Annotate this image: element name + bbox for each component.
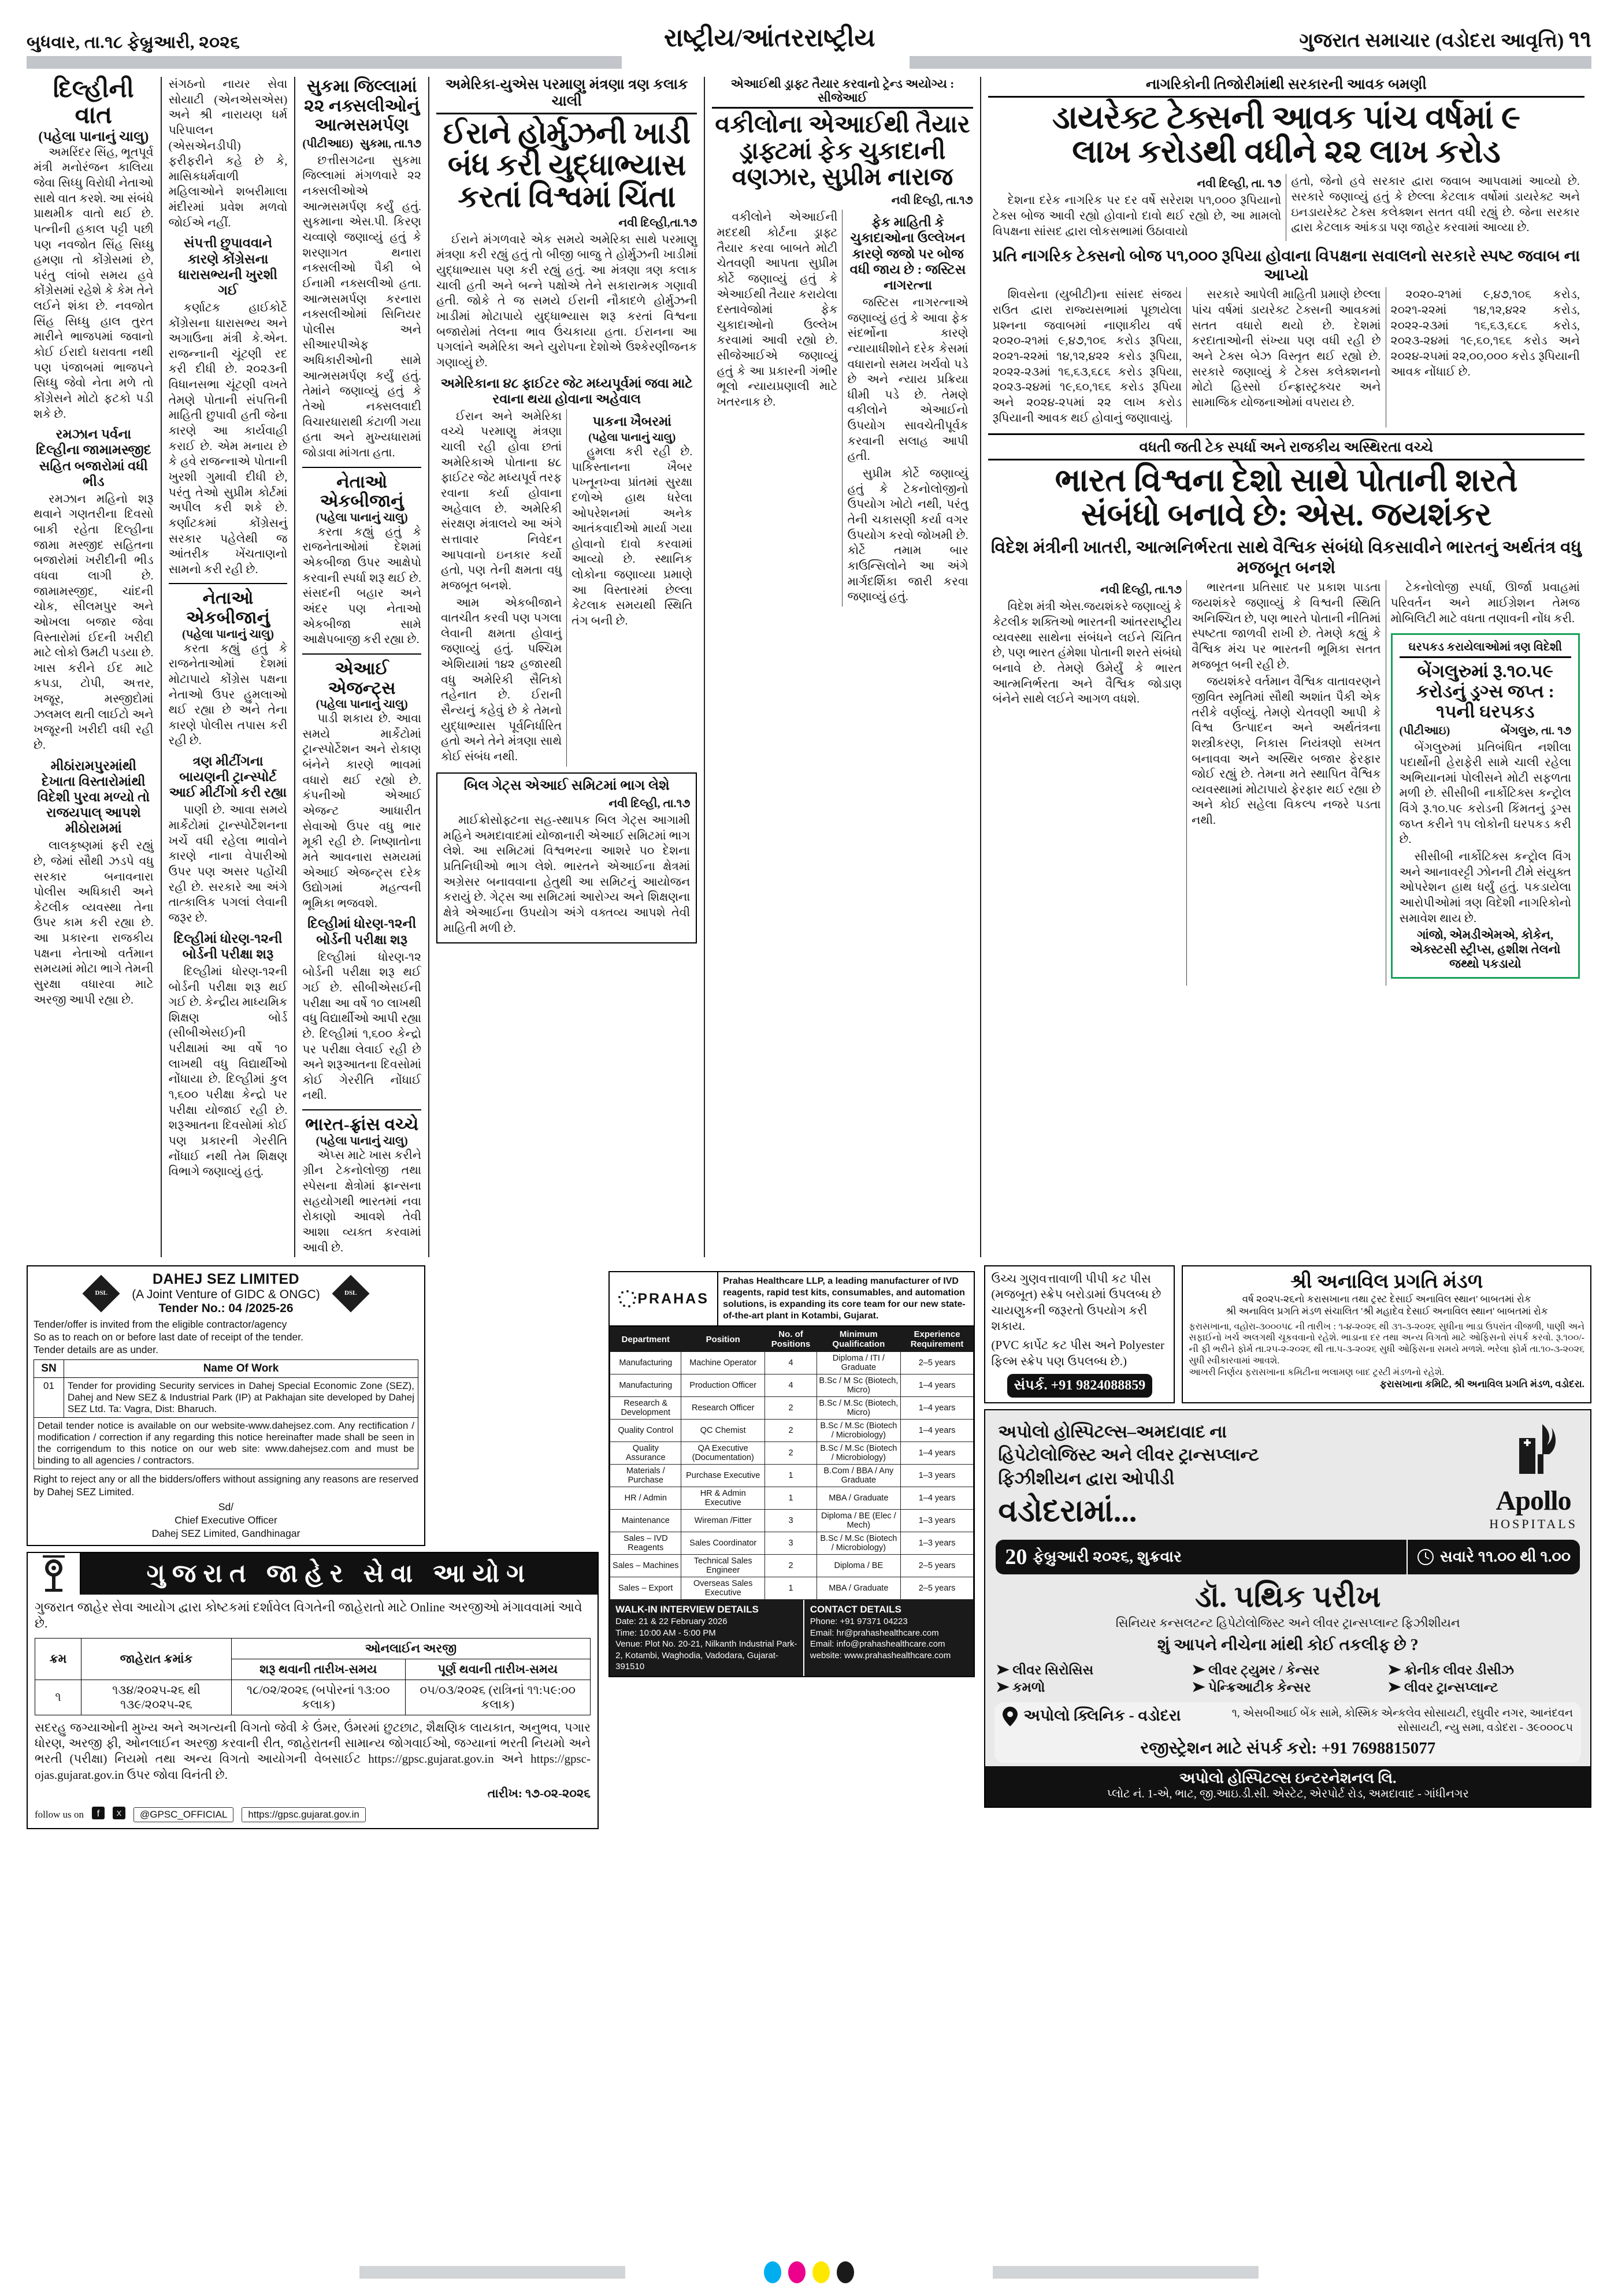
clock-icon [1417,1548,1434,1566]
col3-headline-ai-agents-sub: (પહેલા પાનાનું ચાલુ) [316,698,408,711]
cell: Materials / Purchase [610,1465,681,1487]
table-row [610,1352,974,1374]
iran-subhead-1: અમેરિકાના ૪૮ ફાઈટર જેટ મધ્યપૂર્વમાં જવા માટે રવાના થયા હોવાના અહેવાલ [440,376,693,406]
gpsc-r1-sr: ૧ [35,1680,81,1715]
cell: 1–4 years [900,1442,974,1465]
ads-row [27,1265,1591,1829]
apollo-city: વડોદરામાં... [998,1493,1137,1529]
table-row [610,1510,974,1532]
page-number: ૧૧ [1568,26,1591,52]
dahej-logo-label-right: DSL [344,1289,357,1296]
gpsc-handle[interactable]: @GPSC_OFFICIAL [133,1807,233,1822]
table-row [610,1420,974,1442]
jaishankar-headline-line2: સંબંધો બનાવે છે: એસ. જયશંકર [1081,497,1491,533]
cell: 2–5 years [900,1555,974,1577]
masthead-bar-left [27,56,622,69]
prahas-contact-email-2[interactable]: Email: info@prahashealthcare.com [810,1639,945,1649]
cell: 1 [765,1577,817,1600]
cell: 2–5 years [900,1352,974,1374]
col1-sub-headline-1: રમઝાન પર્વના દિલ્હીના જામામસ્જીદ સહિત બજારોમાં વધી ભીડ [36,427,151,489]
dahej-note: Detail tender notice is available on our website-www.dahejsez.com. Any rectification / modification / correction if any regarding this notice hereinafter made shall be seen in the corrigendum to this notice on our web site: www.dahejsez.com and must be binding to all agencies / contractors. [34,1418,418,1469]
cell: 1–4 years [900,1374,974,1397]
apollo-line-1: અપોલો હોસ્પિટલ્સ–અમદાવાદ ના [998,1422,1227,1441]
prahas-header-row [610,1327,974,1352]
col3-headline-india-france-sub: (પહેલા પાનાનું ચાલુ) [316,1134,408,1147]
iran-para-2: ઈરાન અને અમેરિકા વચ્ચે પરમાણુ મંત્રણા ચાલી રહી હોવા છતાં અમેરિકાએ પોતાના ૪૮ ફાઈટર જેટ મધ્યપૂર્વ તરફ રવાના કર્યા હોવાના અહેવાલ છે. અમેરિકી સંરક્ષણ મંત્રાલયે આ અંગે સત્તાવાર નિવેદન આપવાનો ઇનકાર કર્યો હતો, પણ તેની ક્ષમતા વધુ મજબૂત બનશે. [441,410,562,592]
bangalore-headline: બેંગલુરુમાં રૂ.૧૦.૫૯ કરોડનું ડ્રગ્સ જપ્ત : ૧૫ની ઘરપકડ [1416,661,1554,722]
col3-para-5: એપ્સ માટે ખાસ કરીને ગ્રીન ટેકનોલોજી તથા સ્પેસના ક્ષેત્રોમાં ફ્રાન્સના સહયોગથી ભારતમાં નવા રોકાણો આવશે તેવી આશા વ્યક્ત કરવામાં આવી છે. [302,1149,422,1254]
tax-headline-line1: ડાયરેક્ટ ટેક્સની આવક પાંચ વર્ષમાં ૯ [1052,99,1520,136]
masthead-date: બુધવાર, તા.૧૮ ફેબ્રુઆરી, ૨૦૨૬ [27,33,240,52]
bangalore-drugs-box [1391,633,1580,979]
column-3 [294,77,428,1257]
cell: 2–5 years [900,1577,974,1600]
cell: HR & Admin Executive [681,1487,765,1510]
dahej-company-name: DAHEJ SEZ LIMITED [152,1271,300,1288]
reg-dot-yellow [812,2261,830,2283]
cji-para-1: વકીલોને એઆઈની મદદથી કોર્ટના ડ્રાફ્ટ તૈયાર કરવા બાબતે મોટી ચેતવણી આપતા સુપ્રીમ કોર્ટે જણાવ્યું હતું કે એઆઈથી તૈયાર કરાયેલા દસ્તાવેજોમાં ફેક ચુકાદાઓનો ઉલ્લેખ કરવામાં આવી રહ્યો છે. સીજેઆઈએ જણાવ્યું હતું કે આ પ્રકારની ગંભીર ભૂલો ન્યાયપ્રણાલી માટે ખતરનાક છે. [717,211,838,409]
ads-middle-stack [608,1265,975,1829]
column-right-block [980,77,1591,1257]
tax-headline-line2: લાખ કરોડથી વધીને ૨૨ લાખ કરોડ [1072,134,1501,170]
apollo-footer [985,1766,1590,1807]
cell: B.Sc / M Sc (Biotech, Micro) [817,1374,901,1397]
cmyk-dots-center [764,2261,854,2283]
col3-para-4: દિલ્હીમાં ધોરણ-૧૨ બોર્ડની પરીક્ષા શરૂ થઈ ગઈ છે. સીબીએસઈની પરીક્ષા આ વર્ષે ૧૦ લાખથી વધુ વિદ્યાર્થીઓ આપી રહ્યા છે. દિલ્હીમાં ૧,૬૦૦ કેન્દ્રો પર પરીક્ષા લેવાઈ રહી છે અને શરૂઆતના દિવસોમાં કોઈ ગેરરીતિ નોંધાઈ નથી. [302,950,422,1102]
registration-marks [0,2261,1618,2283]
masthead-paper-title [1299,25,1591,53]
table-row [35,1680,591,1715]
col3-para-2: કરતા કહ્યું હતું કે રાજનેતાઓમાં દેશમાં એકબીજા ઉપર આક્ષેપો કરવાની સ્પર્ધા શરૂ થઈ છે. સંસદની બહાર અને અંદર પણ નેતાઓ એકબીજા સામે આક્ષેપબાજી કરી રહ્યા છે. [302,525,422,647]
dahej-th-sn: SN [34,1360,64,1378]
gpsc-th-sr: ક્રમ [35,1638,81,1680]
cell: Technical Sales Engineer [681,1555,765,1577]
cell: Quality Control [610,1420,681,1442]
iran-para-4: હુમલા કરી રહી છે. પાકિસ્તાનના ખૈબર પખ્તૂનખ્વા પ્રાંતમાં સુરક્ષા દળોએ હાથ ધરેલા ઓપરેશનમાં અનેક આતંકવાદીઓ માર્યા ગયા હોવાનો દાવો કરવામાં આવ્યો છે. સ્થાનિક લોકોના જણાવ્યા પ્રમાણે આ વિસ્તારમાં છેલ્લા કેટલાક સમયથી સ્થિતિ તંગ બની છે. [572,445,693,628]
col2-sub-headline-1: સંપત્તી છુપાવવાને કારણે કોંગ્રેસના ધારાસભ્યની ખુરશી ગઈ [178,236,278,298]
col2-para-1: સંગઠનો નાયર સેવા સોયાટી (એનએસએસ) અને શ્રી નારાયણ ધર્મ પરિપાલન (એસએનડીપી) ફરીફરીને કહે છે કે, માસિકધર્મવાળી મહિલાઓને શબરીમાલા મંદીરમાં પ્રવેશ મળવો જોઈએ નહીં. [168,78,288,229]
tax-kicker: નાગરિકોની તિજોરીમાંથી સરકારની આવક બમણી [988,77,1584,98]
cji-kicker: એઆઈથી ડ્રાફ્ટ તૈયાર કરવાનો ટ્રેન્ડ અયોગ્ય : સીજેઆઈ [712,77,973,109]
prahas-contact-email-1[interactable]: Email: hr@prahashealthcare.com [810,1628,939,1638]
bangalore-para-2: સીસીબી નાર્કોટિક્સ કન્ટ્રોલ વિંગ અને આનાવરટ્ટી ઝોનની ટીમે સંયુક્ત ઓપરેશન હાથ ધર્યું હતું. પકડાયેલા આરોપીઓમાં ત્રણ વિદેશી નાગરિકોનો સમાવેશ થાય છે. [1399,850,1572,925]
dahej-intro-2: So as to reach on or before last date of receipt of the tender. [34,1331,303,1343]
gpsc-emblem-icon [28,1553,81,1595]
gpsc-date: તારીખ: ૧૭-૦૨-૨૦૨૬ [487,1786,591,1801]
bangalore-para-1: બેંગલુરુમાં પ્રતિબંધિત નશીલા પદાર્થોની હેરાફેરી સામે ચાલી રહેલા અભિયાનમાં પોલીસને મોટી સફળતા મળી છે. સીસીબી નાર્કોટિક્સ કન્ટ્રોલ વિંગે રૂ.૧૦.૫૯ કરોડની કિંમતનું ડ્રગ્સ જપ્ત કરીને ૧૫ લોકોની ઘરપકડ કરી છે. [1399,741,1572,846]
cell: 2 [765,1420,817,1442]
pvc-line-2: (PVC કાર્પેટ કટ પીસ અને Polyester ફિલ્મ સ્ક્રેપ પણ ઉપલબ્ધ છે.) [991,1338,1164,1368]
cell: Overseas Sales Executive [681,1577,765,1600]
cell: 1 [765,1487,817,1510]
page-columns [27,77,1591,1257]
col3-headline-india-france: ભારત-ફ્રાંસ વચ્ચે [305,1115,419,1135]
prahas-contact-phone[interactable]: Phone: +91 97371 04223 [810,1617,908,1627]
table-row [34,1378,418,1418]
prahas-th-1: Position [681,1327,765,1352]
gpsc-ad [27,1552,599,1829]
apollo-clinic-block [994,1702,1581,1762]
cell: Sales Coordinator [681,1532,765,1555]
masthead-section: રાષ્ટ્રીય/આંતરરાષ્ટ્રીય [663,24,875,52]
anavil-line-1: વર્ષ ૨૦૨૫-૨૬નો કરાસખાના તથા ટ્રસ્ટ દેસાઈ અનાવિલ સ્થાન' બાબતમાં રોક [1242,1294,1531,1305]
col3-para-1: છત્તીસગઢના સુકમા જિલ્લામાં મંગળવારે ૨૨ નક્સલીઓએ આત્મસમર્પણ કર્યું હતું. સુકમાના એસ.પી. કિરણ ચવ્વાણે જણાવ્યું હતું કે શરણાગત થનારા નક્સલીઓ પૈકી બે ઈનામી નક્સલીઓ હતા. આત્મસમર્પણ કરનારા નક્સલીઓમાં સિનિયર પોલીસ અને સીઆરપીએફ અધિકારીઓની સામે આત્મસમર્પણ કર્યું હતું. તેમાંને જણાવ્યું હતું કે તેઓ નક્સલવાદી વિચારધારાથી કંટાળી ગયા હતા અને મુખ્યધારામાં જોડાવા માંગતા હતા. [302,154,422,459]
bangalore-kicker: ઘરપકડ કરાયેલાઓમાં ત્રણ વિદેશી [1400,641,1571,658]
prahas-walkin-venue: Venue: Plot No. 20-21, Nilkanth Industrial Park-2, Kotambi, Waghodia, Vadodara, Gujarat-391510 [615,1639,797,1672]
dahej-intro-1: Tender/offer is invited from the eligible contractor/agency [34,1318,287,1331]
cell: B.Sc / M.Sc (Biotech / Microbiology) [817,1442,901,1465]
column-2 [161,77,295,1257]
col3-agency: (પીટીઆઇ) [302,137,354,150]
right-col7-para-2: ટેકનોલોજી સ્પર્ધા, ઊર્જા પ્રવાહમાં પરિવર્તન અને માઈગ્રેશન તેમજ મોબિલિટી માટે વધતા તણાવની નોંધ કરી. [1390,581,1580,625]
col2-sub-headline-2: ત્રણ મીટીંગના બાયણની ટ્રાન્સ્પોર્ટ આઈ મીટીંગો કરી રહ્યા [169,754,287,800]
location-pin-icon [1003,1707,1018,1726]
dahej-th-work: Name Of Work [64,1360,418,1378]
bangalore-agency: (પીટીઆઇ) [1399,724,1450,737]
jaishankar-kicker: વધતી જતી ટેક સ્પર્ધા અને રાજકીય અસ્થિરતા વચ્ચે [988,440,1584,460]
dahej-logo-icon-left [86,1278,117,1309]
cji-para-2: જસ્ટિસ નાગરત્નાએ જણાવ્યું હતું કે આવા ફેક સંદર્ભોના કારણે ન્યાયાધીશોને દરેક કેસમાં વધારાનો સમય ખર્ચવો પડે છે અને ન્યાય પ્રક્રિયા ધીમી પડે છે. તેમણે વકીલોને એઆઈનો ઉપયોગ સાવચેતીપૂર્વક કરવાની સલાહ આપી હતી. [847,296,968,463]
apollo-logo-sub: HOSPITALS [1489,1517,1578,1532]
prahas-logo [610,1272,718,1325]
bangalore-para-3: ગાંજો, એમડીએમએ, કોકેન, એક્સ્ટસી સ્ટ્રીપ્સ, હશીશ તેલનો જથ્થો પકડાયો [1410,928,1561,971]
anavil-pragati-mandal-ad [1182,1265,1591,1403]
dahej-jv: (A Joint Venture of GIDC & ONGC) [132,1288,320,1302]
jaishankar-subhead: વિદેશ મંત્રીની ખાતરી, આત્મનિર્ભરતા સાથે વૈશ્વિક સંબંધો વિકસાવીને ભારતનું અર્થતંત્ર વધુ મજબૂત બનશે [990,537,1582,578]
apollo-foot-address: પ્લોટ નં. 1-એ, ભાટ, જી.આઇ.ડી.સી. એસ્ટેટ, એરપોર્ટ રોડ, અમદાવાદ - ગાંધીનગર [1107,1787,1469,1800]
table-row [610,1532,974,1555]
apollo-time-text: સવારે ૧૧.૦૦ થી ૧.૦૦ [1439,1548,1571,1566]
cell: Research Officer [681,1397,765,1420]
cell: B.Sc / M.Sc (Biotech / Microbiology) [817,1420,901,1442]
cell: Sales – Machines [610,1555,681,1577]
table-row [610,1555,974,1577]
pvc-scrap-ad [984,1265,1175,1403]
apollo-schedule-band [996,1540,1580,1574]
col3-dateline: સુકમા, તા.૧૭ [359,137,422,150]
svg-text:f: f [97,1809,100,1819]
apollo-date-text: ફેબ્રુઆરી ૨૦૨૬, શુક્રવાર [1033,1548,1182,1566]
cell: Sales – IVD Reagents [610,1532,681,1555]
cell: 4 [765,1352,817,1374]
iran-para-3: આમ એકબીજાને વાતચીત કરવી પણ પગલા લેવાની ક્ષમતા હોવાનું જણાવ્યું હતું. પશ્ચિમ એશિયામાં ૧૪૨ હજારથી વધુ અમેરિકી સૈનિકો તહેનાત છે. ઈરાની સૈન્યનું કહેવું છે કે તેમનો યુદ્ધાભ્યાસ પૂર્વનિર્ધારિત હતો અને તેને મંત્રણા સાથે કોઈ સંબંધ નથી. [441,596,562,763]
table-row [610,1374,974,1397]
prahas-th-2: No. of Positions [765,1327,817,1352]
cell: 1–3 years [900,1510,974,1532]
column-4-iran-story [428,77,704,1257]
cell: MBA / Graduate [817,1487,901,1510]
cell: 3 [765,1510,817,1532]
apollo-doctor-block [985,1574,1590,1657]
table-row [610,1465,974,1487]
dahej-sez-ad [27,1265,425,1545]
col1-subtitle: (પહેલા પાનાનું ચાલુ) [38,129,149,144]
tax-col-3: ૨૦૨૦-૨૧માં ૯,૪૭,૧૦૬ કરોડ, ૨૦૨૧-૨૨માં ૧૪,૧૨,૪૨૨ કરોડ, ૨૦૨૨-૨૩માં ૧૬,૬૩,૬૮૬ કરોડ, ૨૦૨૩-૨૪માં ૧૯,૬૦,૧૬૬ કરોડ અને ૨૦૨૪-૨૫માં ૨૨,૦૦,૦૦૦ કરોડ રૂપિયાની આવક નોંધાઈ છે. [1390,288,1580,378]
list-item: ➤ કમળો [997,1680,1187,1695]
cell: 1–3 years [900,1532,974,1555]
dahej-logo-label-left: DSL [95,1289,107,1296]
masthead-rules [0,56,1618,69]
gpsc-r1-end: ૦૫/૦૩/૨૦૨૬ (રાત્રિનાં ૧૧:૫૯:૦૦ કલાક) [405,1680,590,1715]
gpsc-note: સદરહુ જગ્યાઓની મુખ્ય અને અગત્યની વિગતો જેવી કે ઉંમર, ઉંમરમાં છુટછાટ, શૈક્ષણિક લાયકાત, અનુભવ, પગાર ધોરણ, અરજી ફી, ઓનલાઈન અરજી કરવાની રીત, જાહેરાતની સામાન્ય જોગવાઈઓ, જગ્યાનાં ભરતી નિયમો અને ભરતી (પરીક્ષા) નિયમો તથા અન્ય વિગતો આયોગની વેબસાઈટ https://gpsc.gujarat.gov.in અને https://gpsc-ojas.gujarat.gov.in ઉપર જોવા વિનંતી છે. [35,1720,591,1782]
reg-bar-right [993,2266,1259,2279]
col1-para-1: અમરિંદર સિંહ, ભૂતપૂર્વ મંત્રી મનોરંજન કાલિયા જેવા સિધ્ધુ વિરોધી નેતાઓ સાથે વાત કરશે. આ સંબંધે પ્રાથમીક વાતો થઈ છે. પત્નીની હકાલ પટ્ટી પછી પણ નવજોત સિંહ સિધ્ધુ હમણા તો કોંગ્રેસમાં છે, પરંતુ લાંબો સમય હવે કોંગ્રેસમાં રહેશે કે કેમ તેને લઈને શંકા છે. નવજોત સિંહ સિધ્ધુ હાલ તુરત મારીને ભાજપમાં જવાનો કોઈ ઈરાદો ધરાવતા નથી પણ પંજાબમાં ભાજપને સિધ્ધુ જેવો નેતા મળે તો કોંગ્રેસને મોટો ફટકો પડી શકે છે. [34,146,154,421]
gpsc-follow-label: follow us on [35,1808,84,1820]
cell: Production Officer [681,1374,765,1397]
prahas-contact-web[interactable]: website: www.prahashealthcare.com [810,1650,951,1660]
jaishankar-headline-line1: ભારત વિશ્વના દેશો સાથે પોતાની શરતે [1055,462,1517,499]
column-5-cji-story [704,77,979,1257]
iran-kicker: અમેરિકા-યુએસ પરમાણુ મંત્રણા ત્રણ કલાક ચાલી [436,77,697,114]
list-item: ➤ લીવર ટ્રાન્સપ્લાન્ટ [1389,1680,1579,1695]
cji-para-3: સુપ્રીમ કોર્ટે જણાવ્યું હતું કે ટેકનોલોજીનો ઉપયોગ ખોટો નથી, પરંતુ તેની ચકાસણી કર્યા વગર ઉપયોગ કરવો જોખમી છે. કોર્ટે તમામ બાર કાઉન્સિલોને આ અંગે માર્ગદર્શિકા જારી કરવા જણાવ્યું હતું. [847,467,968,604]
paper-name: ગુજરાત સમાચાર [1299,30,1431,51]
tax-lead-right: હતો, જેનો હવે સરકાર દ્વારા જવાબ આપવામાં આવ્યો છે. સરકારે જણાવ્યું હતું કે છેલ્લા કેટલાક વર્ષોમાં ડાયરેક્ટ અને ઇનડાયરેક્ટ ટેક્સ કલેક્શન સતત વધી રહ્યું છે. જેના સરકાર દ્વારા કેટલાક આંકડા પણ જાહેર કરવામાં આવ્યા છે. [1291,175,1580,235]
prahas-walkin-title: WALK-IN INTERVIEW DETAILS [615,1604,759,1615]
prahas-walkin-date: Date: 21 & 22 February 2026 [615,1617,728,1627]
bill-gates-para: માઈક્રોસોફ્ટના સહ-સ્થાપક બિલ ગેટ્સ આગામી મહિને અમદાવાદમાં યોજાનારી એઆઈ સમિટમાં ભાગ લેશે. આ સમિટમાં વિશ્વભરના આશરે ૫૦ દેશના પ્રતિનિધીઓ ભાગ લેશે. ભારતને એઆઈના ક્ષેત્રમાં અગ્રેસર બનાવવાના હેતુથી આ સમિટનું આયોજન કરાયું છે. ગેટ્સ આ સમિટમાં આરોગ્ય અને શિક્ષણના ક્ષેત્રે એઆઈના ઉપયોગ અંગે વક્તવ્ય આપશે તેવી માહિતી મળી છે. [443,814,691,935]
gpsc-th-start: શરૂ થવાની તારીખ-સમય [232,1659,406,1680]
gpsc-r1-adv: ૧૩૪/૨૦૨૫-૨૬ થી ૧૩૯/૨૦૨૫-૨૬ [81,1680,232,1715]
apollo-clinic-address: ૧, એસબીઆઈ બેંક સામે, કોસ્મિક એન્કલેવ સોસાયટી, રઘુવીર નગર, આનંદવન સોસાયટી, ન્યુ સમા, વડોદરા - ૩૯૦૦૦૮૫ [1231,1707,1573,1734]
apollo-doctor-designation: સિનિયર કન્સલટન્ટ હિપેટોલોજિસ્ટ અને લીવર ટ્રાન્સપ્લાન્ટ ફિઝીશીયન [1115,1616,1460,1630]
cell: 1–3 years [900,1465,974,1487]
apollo-line-2: હિપેટોલોજિસ્ટ અને લીવર ટ્રાન્સપ્લાન્ટ [998,1446,1259,1465]
jaishankar-dateline: નવી દિલ્હી, તા.૧૭ [1100,584,1182,597]
apollo-register-contact[interactable]: રજીસ્ટ્રેશન માટે સંપર્ક કરો: +91 7698815077 [1140,1738,1436,1758]
apollo-headline-block [998,1421,1259,1530]
prahas-jobs-table [610,1327,974,1600]
iran-subhead-2b: (પહેલા પાનાનું ચાલુ) [588,431,676,444]
prahas-dots-icon [618,1289,637,1309]
facebook-icon[interactable] [92,1807,105,1822]
prahas-walkin-time: Time: 10:00 AM - 5:00 PM [615,1628,716,1638]
cell: QA Executive (Documentation) [681,1442,765,1465]
col3-sub-headline-exam: દિલ્હીમાં ધોરણ-૧૨ની બોર્ડની પરીક્ષા શરૂ [307,916,417,947]
gpsc-r1-start: ૧૮/૦૨/૨૦૨૬ (બપોરનાં ૧૩:૦૦ કલાક) [232,1680,406,1715]
cell: MBA / Graduate [817,1577,901,1600]
gpsc-intro: ગુજરાત જાહેર સેવા આયોગ દ્વારા કોષ્ટકમાં દર્શાવેલ વિગતેની જાહેરાતો માટે Online અરજીઓ મંગાવવામાં આવે છે. [35,1599,582,1631]
cell: 1–4 years [900,1397,974,1420]
prahas-th-3: Minimum Qualification [817,1327,901,1352]
bill-gates-dateline: નવી દિલ્હી, તા.૧૭ [608,797,691,811]
svg-text:X: X [116,1809,122,1818]
iran-dateline: નવી દિલ્હી,તા.૧૭ [618,216,697,229]
dahej-tender-no: Tender No.: 04 /2025-26 [158,1302,294,1316]
table-row [610,1487,974,1510]
cell: 2 [765,1442,817,1465]
cell: Diploma / BE (Elec / Mech) [817,1510,901,1532]
cell: 1 [765,1465,817,1487]
cell: Diploma / ITI / Graduate [817,1352,901,1374]
ashoka-emblem-icon [37,1553,70,1595]
col3-headline-ai-agents: એઆઈ એજન્ટ્સ [328,659,396,698]
ads-left-stack [27,1265,599,1829]
col2-headline-netao-sub: (પહેલા પાનાનું ચાલુ) [181,627,274,641]
reg-bar-left [359,2266,625,2279]
col2-para-2: કર્ણાટક હાઈકોર્ટે કોંગ્રેસના ધારાસભ્ય અને અગાઉના મંત્રી કે.એન. રાજન્નાની ચૂંટણી રદ કરી દીધી છે. ૨૦૨૩ની વિધાનસભા ચૂંટણી વખતે તેમણે પોતાની સંપત્તિની માહિતી છુપાવી હતી જેના કારણે આ કાર્યવાહી કરાઈ છે. એમ મનાય છે કે હવે રાજન્નાએ પોતાની ખુરશી ગુમાવી દીધી છે, પરંતુ તેઓ સુપ્રીમ કોર્ટમાં અપીલ કરી શકે છે. કર્ણાટકમાં કોંગ્રેસનું સરકાર પહેલેથી જ આંતરીક ખેંચતાણનો સામનો કરી રહી છે. [168,301,288,576]
cell: Research & Development [610,1397,681,1420]
cji-subhead: ફેક માહિતી કે ચુકાદાઓના ઉલ્લેખન કારણે જજો પર બોજ વધી જાય છે : જસ્ટિસ નાગરત્ના [849,215,966,292]
anavil-line-2: શ્રી અનાવિલ પ્રગતિ મંડળ સંચાલિત 'શ્રી મહાદેવ દેસાઈ અનાવિલ સ્થાન' બાબતમાં રોક [1225,1306,1548,1317]
tax-col-2: સરકારે આપેલી માહિતી પ્રમાણે છેલ્લા પાંચ વર્ષમાં ડાયરેક્ટ ટેક્સની આવકમાં સતત વધારો થયો છે. દેશમાં કરદાતાઓની સંખ્યા પણ વધી રહી છે અને ટેક્સ બેઝ વિસ્તૃત થઈ રહ્યો છે. સરકારે જણાવ્યું કે ટેક્સ કલેક્શનનો મોટો હિસ્સો ઈન્ફ્રાસ્ટ્રક્ચર અને સામાજિક યોજનાઓમાં વપરાય છે. [1192,288,1381,409]
cell: Machine Operator [681,1352,765,1374]
cell: 1–4 years [900,1487,974,1510]
cell: HR / Admin [610,1487,681,1510]
twitter-icon[interactable] [113,1807,125,1822]
col2-para-3: કરતા કહ્યું હતું કે રાજનેતાઓમાં દેશમાં મોટાપાયે કોંગ્રેસ પક્ષના નેતાઓ ઉપર હુમલાઓ થઈ રહ્યા છે અને તેના કારણે પોલીસ તપાસ કરી રહી છે. [168,642,288,748]
gpsc-footer [28,1803,598,1828]
apollo-clinic-name: અપોલો ક્લિનિક - વડોદરા [1023,1707,1181,1725]
masthead [0,0,1618,53]
bangalore-dateline: બેંગલુરુ, તા. ૧૭ [1500,724,1572,737]
anavil-title: શ્રી અનાવિલ પ્રગતિ મંડળ [1290,1271,1483,1293]
prahas-contact-title: CONTACT DETAILS [810,1604,901,1615]
table-row [34,1418,418,1469]
cell: 4 [765,1374,817,1397]
gpsc-th-adv: જાહેરાત ક્રમાંક [81,1638,232,1680]
col2-headline-netao: નેતાઓ એકબીજાનું [186,589,270,628]
col2-para-5: દિલ્હીમાં ધોરણ-૧૨ની બોર્ડની પરીક્ષા શરૂ થઈ ગઈ છે. કેન્દ્રીય માધ્યમિક શિક્ષણ બોર્ડ (સીબીએસઈ)ની પરીક્ષામાં આ વર્ષે ૧૦ લાખથી વધુ વિદ્યાર્થીઓ નોંધાયા છે. દિલ્હીમાં કુલ ૧,૬૦૦ પરીક્ષા કેન્દ્રો પર પરીક્ષા યોજાઈ રહી છે. શરૂઆતના દિવસોમાં કોઈ પણ પ્રકારની ગેરરીતિ નોંધાઈ નથી તેમ શિક્ષણ વિભાગે જણાવ્યું હતું. [168,965,288,1179]
cell: Wireman /Fitter [681,1510,765,1532]
prahas-blurb: Prahas Healthcare LLP, a leading manufacturer of IVD reagents, rapid test kits, consumables, and automation solutions, is expanding its core team for our new state-of-the-art plant in Kotambi, Gujarat. [723,1276,966,1321]
paper-edition: (વડોદરા આવૃત્તિ) [1435,30,1564,51]
dahej-intro-3: Tender details are as under. [34,1344,158,1356]
anavil-body-2: આખરી નિર્ણય ફરાસખાના કમિટીના ભલામણ બાદ ટ્રસ્ટી મંડળનો રહેશે. [1189,1367,1445,1377]
apollo-logo [1489,1418,1578,1532]
cell: B.Com / BBA / Any Graduate [817,1465,901,1487]
tax-dateline: નવી દિલ્હી, તા. ૧૭ [1197,177,1282,191]
pvc-contact[interactable]: સંપર્ક. +91 9824088859 [1007,1374,1153,1398]
apollo-logo-word: Apollo [1495,1485,1571,1517]
list-item: ➤ લીવર સિરોસિસ [997,1663,1187,1678]
apollo-time-block [1408,1543,1580,1571]
col2-sub-headline-3: દિલ્હીમાં ધોરણ-૧૨ની બોર્ડની પરીક્ષા શરૂ [173,931,283,961]
jaishankar-para-1: વિદેશ મંત્રી એસ.જયશંકરે જણાવ્યું કે કેટલીક શક્તિઓ ભારતની આંતરરાષ્ટ્રીય વ્યવસ્થા સાથેના સંબંધને લઈને ચિંતિત છે, પણ ભારત હંમેશા પોતાની શરતે સંબંધો બનાવે છે. તેમણે ઉમેર્યું કે ભારત આત્મનિર્ભરતા અને વૈશ્વિક જોડાણ બંનેને સાથે લઈને આગળ વધશે. [992,600,1182,706]
iran-subhead-2: પાકના ખૈબરમાં [592,414,671,429]
col3-headline-sukma: સુકમા જિલ્લામાં ૨૨ નક્સલીઓનું આત્મસમર્પણ [304,77,420,135]
cell: 3 [765,1532,817,1555]
anavil-body: ફરાસખાના, વહોરા-૩૦૦૦૫૮ ની તારીખ : ૧-૪-૨૦૨૬ થી ૩૧-૩-૨૦૨૬ સુધીના ભાડા ઉપરાંત વીજળી, પાણી અને સફાઈનો ખર્ચ અલગથી ચૂકવવાનો રહેશે. ભાડાના દર તથા અન્ય વિગતો માટે ઓફિસનો સંપર્ક કરવો. રૂ.૧૦૦/- ની ફી ભરીને ફોર્મ તા.૨૫-૨-૨૦૨૬ થી તા.૫-૩-૨૦૨૬ સુધી ઓફિસના સમયે મળશે. ભરેલા ફોર્મ તા.૧૦-૩-૨૦૨૬ સુધી સ્વીકારવામાં આવશે. [1189,1321,1584,1366]
col1-sub-headline-2: મીઠાંરામપુરમાંથી દેખાતા વિસ્તારોમાંથી વિદેશી પુરવા મળ્યો તો રાજયપાલ્ આપશે મીઠોરામમાં [37,758,150,836]
prahas-logo-word: PRAHAS [637,1290,709,1307]
bill-gates-box [436,772,697,944]
gpsc-website[interactable]: https://gpsc.gujarat.gov.in [242,1807,365,1822]
cell: Sales – Export [610,1577,681,1600]
prahas-healthcare-ad [608,1271,975,1677]
masthead-bar-right [910,56,1591,69]
gpsc-th-online: ઓનલાઈન અરજી [232,1638,591,1659]
right-col7-para-1: જયશંકરે વર્તમાન વૈશ્વિક વાતાવરણને જીવિત સ્મૃતિમાં સૌથી અશાંત પૈકી એક તરીકે વર્ણવ્યું. તેમણે ચેતવણી આપી કે વિશ્વ ઉત્પાદન અને અર્થતંત્રના શસ્ત્રીકરણ, નિકાસ નિયંત્રણો સખત બનાવવા અને અસ્થિર બજાર ફેરફાર જોઈ રહ્યું છે. તેમના મતે સ્થાપિત વૈશ્વિક વ્યવસ્થામાં મોટાપાયે ફેરફાર થઈ રહ્યા છે અને કોઈ સહેલા વિકલ્પ નજરે પડતા નથી. [1192,675,1381,827]
apollo-hospitals-ad [984,1409,1591,1807]
dahej-reject-note: Right to reject any or all the bidders/offers without assigning any reasons are reserved by Dahej SEZ Limited. [34,1473,419,1498]
col3-para-3: પાડી શકાય છે. આવા સમયે માર્કેટોમાં ટ્રાન્સ્પોર્ટેશન અને રોકાણ બંનેને કારણે ભાવમાં વધારો થઈ રહ્યો છે. કંપનીઓ એઆઈ એજન્ટ આધારીત સેવાઓ ઉપર વધુ ભાર મૂકી રહી છે. નિષ્ણાતોના મતે આવનારા સમયમાં એઆઈ એજન્ટ્સ દરેક ઉદ્યોગમાં મહત્વની ભૂમિકા ભજવશે. [302,712,422,910]
col1-title: દિલ્હીની વાત [53,76,134,129]
cell: Diploma / BE [817,1555,901,1577]
cell: B.Sc / M.Sc (Biotech, Micro) [817,1397,901,1420]
prahas-th-0: Department [610,1327,681,1352]
list-item: ➤ પેન્ક્રિઆટીક કેન્સર [1193,1680,1383,1695]
iran-para-1: ઈરાને મંગળવારે એક સમયે અમેરિકા સાથે પરમાણુ મંત્રણા કરી રહ્યું હતું તો બીજી બાજુ તે હોર્મુઝની ખાડીમાં યુદ્ધાભ્યાસ પણ કરી રહ્યું હતું. આ મંત્રણા ત્રણ કલાક ચાલી હતી અને બન્ને પક્ષોએ તેને સકારાત્મક ગણાવી હતી. જોકે તે જ સમયે ઈરાની નૌકાદળે હોર્મુઝની ખાડીમાં મોટાપાયે યુદ્ધાભ્યાસ શરૂ કરતાં વિશ્વના બજારોમાં તેલના ભાવ ઉંચકાયા હતા. ઈરાનના આ પગલાંને અમેરિકા અને યુરોપના દેશોએ ઉશ્કેરણીજનક ગણાવ્યું છે. [436,233,697,369]
apollo-conditions-list [985,1657,1590,1699]
prahas-contact-block [804,1600,974,1676]
dahej-sign-1: Sd/ [218,1501,234,1513]
prahas-walkin-block [610,1600,804,1676]
ads-right-stack [984,1265,1591,1829]
cell: Manufacturing [610,1374,681,1397]
apollo-question: શું આપને નીચેના માંથી કોઈ તકલીફ છે ? [1157,1636,1419,1655]
col1-para-2: રમઝાન મહિનો શરૂ થવાને ગણતરીના દિવસો બાકી રહેતા દિલ્હીના જામા મસ્જીદ સહિતના બજારોમાં ખરીદીની ભીડ વધવા લાગી છે. જામામસ્જીદ, ચાંદની ચોક, સીલમપુર અને ઓખલા બજાર જેવા વિસ્તારોમાં ઈદની ખરીદી માટે લોકો ઉમટી પડયા છે. ખાસ કરીને ઈદ માટે કપડા, ટોપી, અત્તર, ખજૂર, મસ્જીદોમાં ઝલમલ થતી લાઈટો અને ખજૂરની ખરીદી વધી રહી છે. [34,492,154,752]
column-1 [27,77,161,1257]
col2-para-4: પાણી છે. આવા સમયે માર્કેટોમાં ટ્રાન્સ્પોર્ટેશનના ખર્ચે વધી રહેલા ભાવોને કારણે નાના વેપારીઓ ઉપર પણ અસર પહોંચી રહી છે. સરકારે આ અંગે તાત્કાલિક પગલાં લેવાની જરૂર છે. [168,804,288,924]
cell: 2 [765,1555,817,1577]
cell: Purchase Executive [681,1465,765,1487]
dahej-sign-2: Chief Executive Officer [175,1514,277,1526]
cell: B.Sc / M.Sc (Biotech / Microbiology) [817,1532,901,1555]
cell: Quality Assurance [610,1442,681,1465]
prahas-th-4: Experience Requirement [900,1327,974,1352]
dahej-row-work: Tender for providing Security services in Dahej Special Economic Zone (SEZ), Dahej and New SEZ & Industrial Park (IP) at Pakhajan site developed by Dahej SEZ Ltd. Ta: Vagra, Dist: Bharuch. [64,1378,418,1418]
table-row [610,1442,974,1465]
dahej-row-sn: 01 [34,1378,64,1418]
cell: Maintenance [610,1510,681,1532]
apollo-torch-icon [1502,1418,1565,1482]
apollo-line-3: ફિઝીશીયન દ્વારા ઓપીડી [998,1469,1175,1488]
tax-subhead: પ્રતિ નાગરિક ટેક્સનો બોજ ૫૧,૦૦૦ રૂપિયા હોવાના વિપક્ષના સવાલનો સરકારે સ્પષ્ટ જવાબ ના આપ્યો [992,247,1580,285]
cell: 2 [765,1397,817,1420]
anavil-sign: ફરાસખાના કમિટિ, શ્રી અનાવિલ પ્રગતિ મંડળ, વડોદરા. [1379,1378,1584,1390]
tax-lead-left: દેશના દરેક નાગરિક પર દર વર્ષે સરેરાશ ૫૧,૦૦૦ રૂપિયાનો ટેક્સ બોજ આવી રહ્યો હોવાનો દાવો થઈ રહ્યો છે, આ મામલો વિપક્ષના સાંસદ દ્વારા લોકસભામાં ઉઠાવાયો [992,194,1282,238]
reg-dot-black [837,2261,854,2283]
table-row [610,1577,974,1600]
tax-col-1: શિવસેના (યુબીટી)ના સાંસદ સંજય રાઉત દ્વારા રાજ્યસભામાં પૂછાયેલા પ્રશ્નના જવાબમાં નાણાકીય વર્ષ ૨૦૨૦-૨૧માં ૯,૪૭,૧૦૬ કરોડ રૂપિયા, ૨૦૨૧-૨૨માં ૧૪,૧૨,૪૨૨ કરોડ રૂપિયા, ૨૦૨૨-૨૩માં ૧૬,૬૩,૬૮૬ કરોડ રૂપિયા, ૨૦૨૩-૨૪માં ૧૯,૬૦,૧૬૬ કરોડ રૂપિયા અને ૨૦૨૪-૨૫માં ૨૨ લાખ કરોડ રૂપિયાની આવક થઈ હોવાનું જણાવાયું. [992,288,1182,425]
reg-dot-magenta [788,2261,806,2283]
cji-dateline: નવી દિલ્હી, તા.૧૭ [891,194,973,207]
jaishankar-para-2: ભારતના પ્રતિસાદ પર પ્રકાશ પાડતા જયશંકરે જણાવ્યું કે વિશ્વની સ્થિતિ અનિશ્ચિત છે, પણ ભારતે પોતાની નીતિમાં સ્પષ્ટતા જાળવી રાખી છે. તેમણે કહ્યું કે વૈશ્વિક મંચ પર ભારતની ભૂમિકા સતત મજબૂત બની રહી છે. [1192,581,1381,671]
gpsc-title: ગુજરાત જાહેર સેવા આયોગ [81,1553,598,1595]
table-row [610,1397,974,1420]
col3-headline-netao-sub: (પહેલા પાનાનું ચાલુ) [316,511,408,524]
cell: 1–4 years [900,1420,974,1442]
col3-headline-netao: નેતાઓ એકબીજાનું [320,472,404,511]
gpsc-table [35,1638,591,1715]
apollo-date-number: 20 [1005,1545,1027,1570]
col1-para-3: લાલકૃષ્ણમાં ફરી રહ્યું છે, જેમાં સૌથી ઝડપે વધુ સરકાર બનાવનારા પોલીસ અધિકારી અને કેટલીક વ્યવસ્થા તેના ઉપર કામ કરી રહ્યા છે. આ પ્રકારના રાજકીય પક્ષના નેતાઓ વર્તમાન સમયમાં મોટા ભાગે તેમની સુરક્ષા વધારવા માટે અરજી આપી રહ્યા છે. [34,839,154,1006]
cell: Manufacturing [610,1352,681,1374]
apollo-foot-company: અપોલો હોસ્પિટલ્સ ઇન્ટરનેશનલ લિ. [1179,1769,1397,1786]
cji-headline: વકીલોના એઆઈથી તૈયાર ડ્રાફ્ટમાં ફેક ચુકાદાની વણઝાર, સુપ્રીમ નારાજ [715,112,970,191]
bill-gates-headline: બિલ ગેટ્સ એઆઈ સમિટમાં ભાગ લેશે [463,778,670,793]
reg-dot-cyan [764,2261,781,2283]
pvc-line-1: ઉચ્ચ ગુણવત્તાવાળી પીપી કટ પીસ (મજબૂત) સ્ક્રેપ બરોડામાં ઉપલબ્ધ છે ચાયણુકની જરૂરતો ઉપયોગ કરી શકાય. [991,1272,1161,1333]
cell: QC Chemist [681,1420,765,1442]
apollo-doctor-name: ડૉ. પથિક પરીખ [1195,1581,1381,1614]
dahej-tender-table [34,1359,418,1469]
apollo-date-block [996,1540,1407,1574]
gpsc-th-end: પૂર્ણ થવાની તારીખ-સમય [405,1659,590,1680]
dahej-sign-3: Dahej SEZ Limited, Gandhinagar [151,1527,300,1539]
list-item: ➤ લીવર ટ્યુમર / કેન્સર [1193,1663,1383,1678]
dahej-logo-icon-right [335,1278,366,1309]
iran-headline: ઈરાને હોર્મુઝની ખાડી બંધ કરી યુદ્ધાભ્યાસ કરતાં વિશ્વમાં ચિંતા [443,117,691,214]
list-item: ➤ ક્રોનીક લીવર ડીસીઝ [1389,1663,1579,1678]
